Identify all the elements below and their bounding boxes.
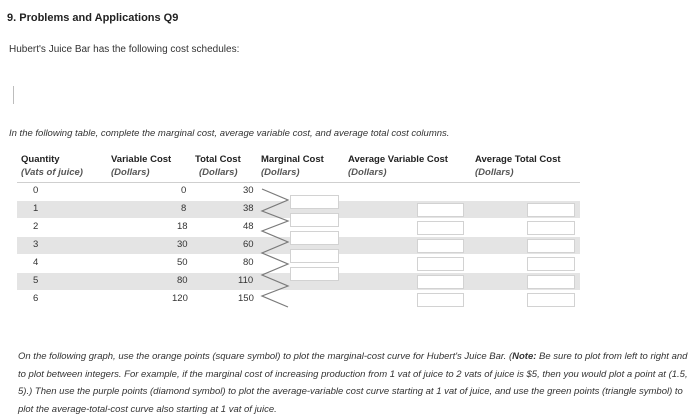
quantity-cell: 3 — [33, 239, 39, 250]
header-total-cost: Total Cost (Dollars) — [195, 154, 241, 178]
variable-cost-cell: 18 — [177, 221, 188, 232]
table-row — [17, 273, 580, 290]
header-average-total-cost: Average Total Cost (Dollars) — [475, 154, 561, 178]
table-row — [17, 291, 580, 308]
marginal-cost-input[interactable] — [290, 267, 339, 281]
average-total-cost-input[interactable] — [527, 293, 575, 307]
variable-cost-cell: 50 — [177, 257, 188, 268]
marginal-cost-input[interactable] — [290, 249, 339, 263]
variable-cost-cell: 80 — [177, 275, 188, 286]
quantity-cell: 1 — [33, 203, 39, 214]
average-total-cost-input[interactable] — [527, 257, 575, 271]
total-cost-cell: 48 — [243, 221, 254, 232]
quantity-cell: 2 — [33, 221, 39, 232]
variable-cost-cell: 0 — [181, 185, 187, 196]
total-cost-cell: 80 — [243, 257, 254, 268]
total-cost-cell: 110 — [238, 275, 254, 286]
between-rows-arrows-icon — [260, 183, 290, 309]
total-cost-cell: 30 — [243, 185, 254, 196]
header-variable-cost: Variable Cost (Dollars) — [111, 154, 172, 178]
total-cost-cell: 150 — [238, 293, 254, 304]
quantity-cell: 5 — [33, 275, 39, 286]
header-marginal-cost: Marginal Cost (Dollars) — [261, 154, 324, 178]
average-variable-cost-input[interactable] — [417, 275, 464, 289]
header-average-variable-cost: Average Variable Cost (Dollars) — [348, 154, 448, 178]
average-variable-cost-input[interactable] — [417, 293, 464, 307]
average-total-cost-input[interactable] — [527, 275, 575, 289]
variable-cost-cell: 30 — [177, 239, 188, 250]
variable-cost-cell: 8 — [181, 203, 187, 214]
average-variable-cost-input[interactable] — [417, 239, 464, 253]
average-total-cost-input[interactable] — [527, 239, 575, 253]
table-instruction: In the following table, complete the marginal cost, average variable cost, and average total cost columns. — [9, 128, 450, 139]
quantity-cell: 0 — [33, 185, 39, 196]
marginal-cost-input[interactable] — [290, 195, 339, 209]
quantity-cell: 6 — [33, 293, 39, 304]
total-cost-cell: 38 — [243, 203, 254, 214]
header-quantity: Quantity (Vats of juice) — [21, 154, 83, 178]
cost-table — [17, 149, 580, 314]
quantity-cell: 4 — [33, 257, 39, 268]
total-cost-cell: 60 — [243, 239, 254, 250]
average-variable-cost-input[interactable] — [417, 221, 464, 235]
average-variable-cost-input[interactable] — [417, 203, 464, 217]
marginal-cost-input[interactable] — [290, 231, 339, 245]
page-title: 9. Problems and Applications Q9 — [7, 12, 179, 24]
average-variable-cost-input[interactable] — [417, 257, 464, 271]
marginal-cost-input[interactable] — [290, 213, 339, 227]
intro-text: Hubert's Juice Bar has the following cost schedules: — [9, 44, 240, 55]
average-total-cost-input[interactable] — [527, 203, 575, 217]
average-total-cost-input[interactable] — [527, 221, 575, 235]
text-cursor — [13, 86, 14, 104]
graph-instructions: On the following graph, use the orange points (square symbol) to plot the marginal-cost curve for Hubert's Juice Bar. (Note: Be sure to plot from left to right and to plot between integers. For example, if the marginal cost of increasing production from 1 vat of juice to 2 vats of juice is $5, then you would plot a point at (1.5, 5).) Then use the purple points (diamond symbol) to plot the average-variable cost curve starting at 1 vat of juice, and use the green points (triangle symbol) to plot the average-total-cost curve also starting at 1 vat of juice. — [18, 351, 688, 415]
variable-cost-cell: 120 — [172, 293, 188, 304]
